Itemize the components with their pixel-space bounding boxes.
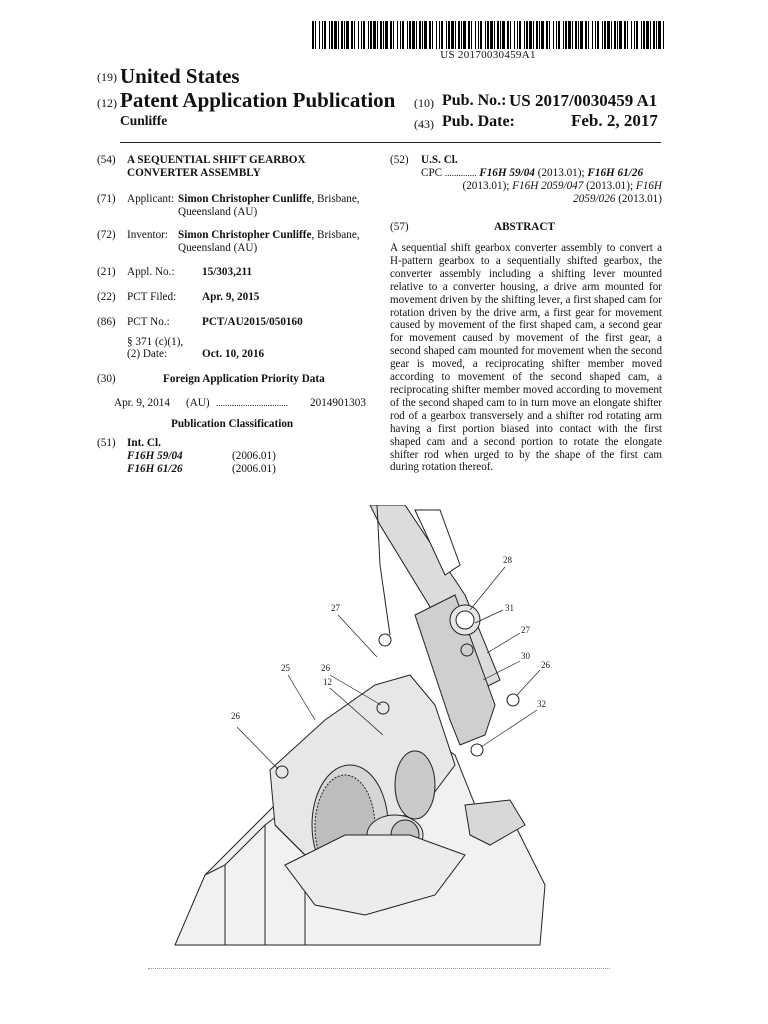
applno-code: (21)	[97, 266, 116, 278]
pubno-label: Pub. No.:	[442, 92, 507, 109]
inventor-surname: Cunliffe	[120, 113, 168, 128]
barcode-bar	[631, 21, 632, 49]
cpc-class-1: F16H 59/04	[479, 167, 535, 179]
figure-reference-numeral: 30	[521, 651, 530, 661]
barcode-bar	[490, 21, 493, 49]
barcode-bar	[658, 21, 661, 49]
barcode-bar	[529, 21, 532, 49]
barcode-bar	[319, 21, 320, 49]
barcode-bar	[458, 21, 460, 49]
figure-reference-numeral: 27	[521, 625, 530, 635]
barcode-bar	[650, 21, 651, 49]
barcode-bar	[334, 21, 337, 49]
barcode-bar	[480, 21, 482, 49]
barcode-bar	[611, 21, 612, 49]
inventor-name: Simon Christopher Cunliffe	[178, 229, 312, 241]
barcode-bar	[448, 21, 450, 49]
title-line-2: CONVERTER ASSEMBLY	[127, 167, 261, 179]
barcode-bar	[607, 21, 610, 49]
barcode-bar	[412, 21, 415, 49]
pubdate-label: Pub. Date:	[442, 113, 515, 130]
cpc-version-2: (2013.01);	[462, 180, 513, 192]
barcode-bar	[502, 21, 505, 49]
s371-value: Oct. 10, 2016	[202, 348, 265, 360]
barcode-bar	[432, 21, 433, 49]
barcode-bar	[351, 21, 353, 49]
barcode-bar	[461, 21, 462, 49]
inventor-region: Queensland (AU)	[178, 242, 258, 254]
barcode-bar	[627, 21, 628, 49]
barcode-bar	[436, 21, 437, 49]
barcode-bar	[653, 21, 655, 49]
barcode-bar	[568, 21, 571, 49]
priority-date: Apr. 9, 2014	[114, 397, 170, 409]
barcode-bar	[439, 21, 440, 49]
barcode-bar	[400, 21, 401, 49]
figure-reference-numeral: 26	[231, 711, 240, 721]
country-name: United States	[120, 64, 240, 88]
inventor-city: , Brisbane,	[311, 229, 360, 241]
barcode-bar	[344, 21, 345, 49]
barcode-bar	[510, 21, 511, 49]
barcode-bar	[524, 21, 525, 49]
barcode-bar	[656, 21, 657, 49]
barcode-bar	[619, 21, 622, 49]
intcl-version-1: (2006.01)	[232, 450, 276, 462]
figure-reference-numeral: 26	[321, 663, 330, 673]
barcode-bar	[643, 21, 645, 49]
pubno-code: (10)	[414, 96, 434, 110]
type-code: (12)	[97, 96, 117, 110]
barcode-bar	[494, 21, 495, 49]
priority-country: (AU)	[186, 397, 210, 409]
barcode-bar	[517, 21, 518, 49]
barcode-bar	[468, 21, 470, 49]
barcode-bar	[424, 21, 427, 49]
barcode-bar	[475, 21, 476, 49]
barcode-bar	[373, 21, 376, 49]
barcode-bar	[585, 21, 587, 49]
intcl-version-2: (2006.01)	[232, 463, 276, 475]
barcode-bar	[533, 21, 534, 49]
barcode-number: US 20170030459A1	[440, 49, 536, 61]
barcode-bar	[422, 21, 423, 49]
barcode-bar	[383, 21, 384, 49]
barcode-bar	[407, 21, 408, 49]
cpc-class-4: F16H	[635, 180, 662, 192]
barcode-bar	[614, 21, 616, 49]
barcode-bar	[575, 21, 577, 49]
barcode-bar	[478, 21, 479, 49]
page-footer-rule	[148, 968, 610, 969]
barcode-bar	[390, 21, 392, 49]
uscl-label: U.S. Cl.	[421, 154, 458, 166]
pubdate-value: Feb. 2, 2017	[571, 111, 658, 130]
figure-reference-numeral: 32	[537, 699, 546, 709]
cpc-class-3: F16H 2059/047	[512, 180, 584, 192]
figure-reference-numeral: 28	[503, 555, 512, 565]
barcode-bar	[451, 21, 454, 49]
cpc-line-3	[421, 193, 662, 206]
intcl-class-1: F16H 59/04	[127, 450, 183, 462]
cpc-version-3: (2013.01);	[583, 180, 636, 192]
barcode-bar	[455, 21, 456, 49]
barcode-bar	[322, 21, 323, 49]
barcode-bar	[370, 21, 372, 49]
barcode-bar	[558, 21, 560, 49]
pctfiled-code: (22)	[97, 291, 116, 303]
barcode-bar	[514, 21, 515, 49]
barcode-bar	[604, 21, 606, 49]
barcode-bar	[487, 21, 489, 49]
title-line-1: A SEQUENTIAL SHIFT GEARBOX	[127, 154, 306, 166]
barcode-bar	[556, 21, 557, 49]
pctno-label: PCT No.:	[127, 316, 170, 328]
barcode-bar	[402, 21, 404, 49]
abstract-code: (57)	[390, 221, 409, 233]
barcode-bar	[500, 21, 501, 49]
barcode-bar	[416, 21, 417, 49]
barcode-bar	[595, 21, 596, 49]
inventor-code: (72)	[97, 229, 116, 241]
inventor-line	[178, 229, 360, 242]
barcode-bar	[526, 21, 528, 49]
barcode-bar	[324, 21, 326, 49]
priority-leader: ................................	[216, 398, 288, 408]
barcode-bar	[592, 21, 593, 49]
barcode-bar	[441, 21, 443, 49]
cpc-label: CPC	[421, 167, 443, 179]
barcode-bar	[358, 21, 359, 49]
applicant-label: Applicant:	[127, 193, 175, 205]
barcode-bar	[315, 21, 316, 49]
barcode	[312, 21, 664, 49]
priority-heading: Foreign Application Priority Data	[163, 373, 325, 385]
cpc-class-5: 2059/026	[573, 193, 616, 205]
inventor-label: Inventor:	[127, 229, 169, 241]
applno-label: Appl. No.:	[127, 266, 175, 278]
barcode-bar	[646, 21, 649, 49]
figure-reference-numeral: 12	[323, 677, 332, 687]
pctno-code: (86)	[97, 316, 116, 328]
barcode-bar	[331, 21, 333, 49]
applicant-city: , Brisbane,	[311, 193, 360, 205]
barcode-bar	[346, 21, 349, 49]
barcode-bar	[329, 21, 330, 49]
cpc-line-1	[421, 167, 662, 180]
barcode-bar	[572, 21, 573, 49]
uscl-code: (52)	[390, 154, 409, 166]
barcode-bar	[578, 21, 579, 49]
s371-line-1: § 371 (c)(1),	[127, 336, 184, 348]
s371-line-2: (2) Date:	[127, 348, 168, 360]
pctfiled-value: Apr. 9, 2015	[202, 291, 260, 303]
barcode-bar	[446, 21, 447, 49]
figure-reference-numeral: 31	[505, 603, 514, 613]
applicant-line	[178, 193, 360, 206]
barcode-bar	[597, 21, 599, 49]
cpc-class-2: F16H 61/26	[587, 167, 644, 179]
barcode-bar	[519, 21, 521, 49]
abstract-text: A sequential shift gearbox converter assembly to convert a H-pattern gearbox to a sequentially shifted gearbox, the converter assembly including a shifting lever mounted relative to a converter housing, a drive arm mounted for movement driven by the shifting lever, a first shaped cam for rotation driven by the drive arm, a first gear for movement caused by movement of the first shaped cam, a second gear for movement caused by movement of the first gear, a second shaped cam mounted for movement when the second gear is moved, a reciprocating shifter member moved according to movement of the second shaped cam, a reciprocating shifter member moved according to movement of the second shaped cam to in turn move an elongate shifter rod of a gearbox transversely and a shifter rod rotating arm having a first portion biased into contact with the first shaped cam and a second portion to rotate the elongate shifter rod when urged to by the shape of the first cam during rotation thereof.	[390, 242, 662, 474]
applicant-code: (71)	[97, 193, 116, 205]
barcode-bar	[641, 21, 642, 49]
barcode-bar	[380, 21, 382, 49]
barcode-bar	[377, 21, 378, 49]
patent-drawing	[165, 505, 565, 950]
barcode-bar	[536, 21, 538, 49]
barcode-bar	[507, 21, 509, 49]
barcode-bar	[312, 21, 314, 49]
cpc-leader: ..............	[444, 168, 477, 178]
barcode-bar	[363, 21, 365, 49]
barcode-bar	[497, 21, 499, 49]
barcode-bar	[539, 21, 540, 49]
abstract-heading: ABSTRACT	[494, 221, 555, 233]
applicant-region: Queensland (AU)	[178, 206, 258, 218]
priority-number: 2014901303	[310, 397, 366, 409]
barcode-bar	[541, 21, 544, 49]
intcl-code: (51)	[97, 437, 116, 449]
barcode-bar	[546, 21, 548, 49]
barcode-bar	[409, 21, 411, 49]
barcode-bar	[361, 21, 362, 49]
barcode-bar	[338, 21, 339, 49]
pubno-value: US 2017/0030459 A1	[509, 91, 658, 110]
publication-type: Patent Application Publication	[120, 88, 396, 112]
country-code: (19)	[97, 70, 117, 84]
pctno-value: PCT/AU2015/050160	[202, 316, 303, 328]
barcode-bar	[553, 21, 554, 49]
barcode-bar	[617, 21, 618, 49]
barcode-bar	[463, 21, 466, 49]
pctfiled-label: PCT Filed:	[127, 291, 177, 303]
pubclass-heading: Publication Classification	[171, 418, 294, 430]
applno-value: 15/303,211	[202, 266, 253, 278]
priority-code: (30)	[97, 373, 116, 385]
cpc-version-1: (2013.01);	[534, 167, 588, 179]
barcode-bar	[580, 21, 583, 49]
pubdate-code: (43)	[414, 117, 434, 131]
barcode-bar	[341, 21, 343, 49]
cpc-line-2	[421, 180, 662, 193]
figure-reference-numeral: 26	[541, 660, 550, 670]
barcode-bar	[565, 21, 567, 49]
barcode-bar	[663, 21, 664, 49]
barcode-bar	[471, 21, 472, 49]
figure-reference-numeral: 27	[331, 603, 340, 613]
title-code: (54)	[97, 154, 116, 166]
cpc-version-5: (2013.01)	[615, 193, 662, 205]
barcode-bar	[588, 21, 589, 49]
figure-reference-numeral: 25	[281, 663, 290, 673]
barcode-bar	[368, 21, 369, 49]
barcode-bar	[563, 21, 564, 49]
barcode-bar	[549, 21, 550, 49]
header-rule	[120, 142, 661, 143]
barcode-bar	[602, 21, 603, 49]
barcode-bar	[354, 21, 355, 49]
barcode-bar	[485, 21, 486, 49]
barcode-bar	[429, 21, 431, 49]
intcl-label: Int. Cl.	[127, 437, 161, 449]
barcode-bar	[419, 21, 421, 49]
barcode-bar	[634, 21, 635, 49]
intcl-class-2: F16H 61/26	[127, 463, 183, 475]
barcode-bar	[624, 21, 626, 49]
applicant-name: Simon Christopher Cunliffe	[178, 193, 312, 205]
barcode-bar	[393, 21, 394, 49]
barcode-bar	[397, 21, 398, 49]
barcode-bar	[636, 21, 638, 49]
barcode-bar	[385, 21, 388, 49]
